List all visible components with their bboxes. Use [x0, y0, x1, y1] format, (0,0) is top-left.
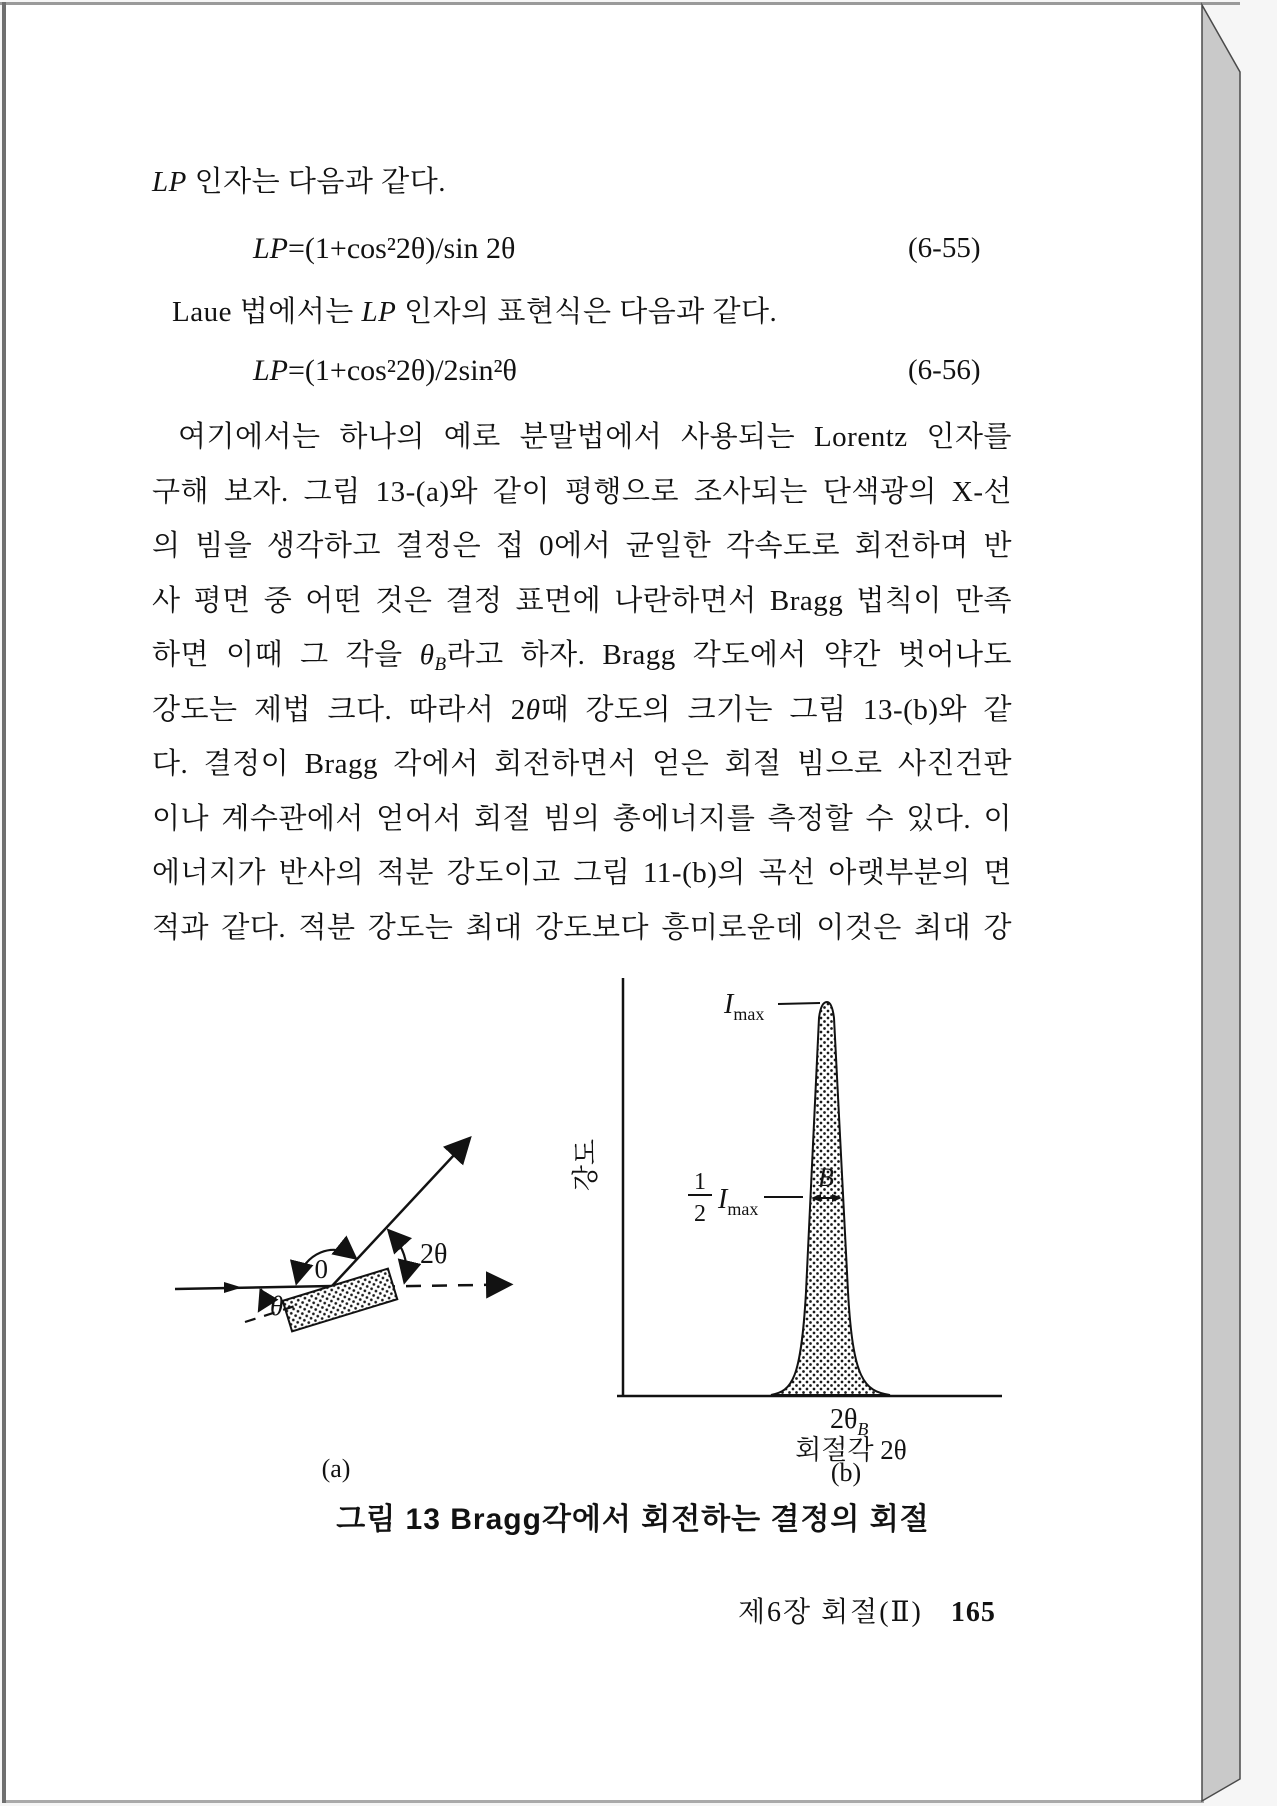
paragraph — [152, 414, 1012, 959]
page-bottom-shadow — [6, 1800, 1204, 1803]
footer-page-number: 165 — [950, 1597, 996, 1628]
paragraph-line: 구해 보자. 그림 13-(a)와 같이 평행으로 조사되는 단색광의 X-선 — [152, 475, 1012, 508]
paragraph-line: 다. 결정이 Bragg 각에서 회전하면서 얻은 회절 빔으로 사진건판 — [152, 748, 1012, 780]
x-tick-label: $2\theta_B$ — [830, 1404, 869, 1439]
paragraph-line: 사 평면 중 어떤 것은 결정 표면에 나란하면서 Bragg 법칙이 만족 — [152, 584, 1012, 617]
lp-intro-line — [152, 168, 446, 197]
figure-caption: 그림 13 Bragg각에서 회전하는 결정의 회절 — [336, 1503, 930, 1536]
svg-text:Imax: $I_{max}$ — [718, 1184, 759, 1219]
incident-beam-arrowhead — [224, 1282, 242, 1293]
subfigure-b-label: (b) — [830, 1458, 862, 1487]
equation-6-55-formula: LP=(1+cos²2θ)/sin 2θ — [253, 232, 516, 265]
diagram-a — [175, 1140, 508, 1483]
svg-text:2: 2 — [694, 1201, 706, 1227]
paragraph-line: 의 빔을 생각하고 결정은 접 0에서 균일한 각속도로 회전하며 반 — [152, 530, 1012, 562]
diagram-b — [571, 978, 1002, 1487]
imax-label: $I_{max}$ — [724, 989, 765, 1024]
paragraph-line: 하면 이때 그 각을 $\theta_B$라고 하자. Bragg 각도에서 약간 벗어나도 — [152, 639, 1012, 675]
imax-callout-line — [778, 1003, 820, 1004]
incident-beam-line — [175, 1286, 332, 1289]
equation-6-56-number: (6-56) — [908, 354, 981, 386]
paragraph-line: 적과 같다. 적분 강도는 최대 강도보다 흥미로운데 이것은 최대 강 — [152, 911, 1012, 944]
two-theta-angle-arc — [390, 1232, 406, 1280]
lp-intro-text: 인자는 다음과 같다. — [186, 166, 446, 198]
y-axis-label: 강도 — [571, 1138, 601, 1192]
subfigure-a-label: (a) — [321, 1454, 351, 1483]
svg-text:1: 1 — [694, 1169, 706, 1195]
paragraph-line: 여기에서는 하나의 예로 분말법에서 사용되는 Lorentz 인자를 — [178, 421, 1012, 453]
page-left-edge — [2, 2, 6, 1803]
half-imax-label — [688, 1169, 758, 1227]
origin-label: 0 — [314, 1254, 328, 1284]
lp-symbol: LP — [152, 166, 187, 198]
page-top-edge — [0, 2, 1240, 5]
theta-label: θ — [270, 1291, 284, 1321]
paragraph-line: 강도는 제법 크다. 따라서 2θ때 강도의 크기는 그림 13-(b)와 같 — [152, 693, 1012, 726]
footer-chapter: 제6장 회절(Ⅱ) — [738, 1597, 923, 1628]
paragraph-line: 에너지가 반사의 적분 강도이고 그림 11-(b)의 곡선 아랫부분의 면 — [152, 857, 1012, 889]
paragraph-line: 이나 계수관에서 얻어서 회절 빔의 총에너지를 측정할 수 있다. 이 — [152, 802, 1012, 835]
diffracted-beam-arrow — [332, 1140, 468, 1286]
figure-13 — [140, 960, 1020, 1495]
theta-angle-arrow — [260, 1289, 263, 1309]
laue-line: Laue 법에서는 LP 인자의 표현식은 다음과 같다. — [172, 296, 778, 328]
page-footer — [738, 1590, 996, 1630]
peak-width-b-label: B — [818, 1163, 834, 1192]
x-axis-label: 회절각 2θ — [795, 1435, 907, 1465]
equation-6-56-formula: LP=(1+cos²2θ)/2sin²θ — [253, 354, 517, 387]
equation-6-55-number: (6-55) — [908, 232, 981, 264]
two-theta-label: 2θ — [420, 1239, 448, 1270]
